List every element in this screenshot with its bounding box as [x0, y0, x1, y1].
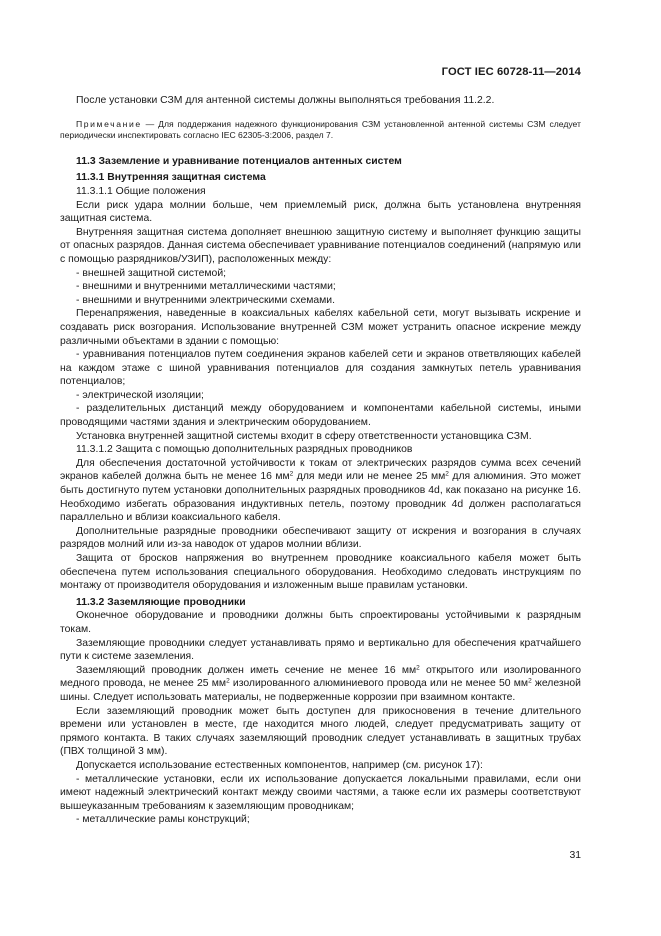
section-heading-11-3-1-1: 11.3.1.1 Общие положения	[76, 185, 206, 197]
note-text: — Для поддержания надежного функционирования СЗМ установленной антенной системы СЗМ следует периодически инспектировать согласно IEC 62305-3:2006, раздел 7.	[60, 118, 581, 141]
paragraph: Внутренняя защитная система дополняет внешнюю защитную систему и выполняет функцию защиты от опасных разрядов. Данная система обеспечивает уравнивание потенциалов соединений (напрямую или с помощью разрядников/УЗИП), расположенных между:	[60, 226, 581, 265]
text-run: изолированного алюминиевого провода или не менее 50 мм	[229, 678, 529, 690]
list-item: - внешней защитной системой;	[76, 267, 227, 279]
page-number: 31	[569, 850, 581, 861]
superscript: 2	[226, 677, 230, 685]
superscript: 2	[289, 470, 294, 478]
paragraph: Дополнительные разрядные проводники обеспечивают защиту от искрения и возгорания в случаях разрядов молний или из-за наводок от ударов молнии вблизи.	[60, 525, 581, 551]
paragraph: Перенапряжения, наведенные в коаксиальных кабелях кабельной сети, могут вызывать искрение и создавать риск возгорания. Использование внутренней СЗМ может устранить опасное искрение между различными объектами в здании с помощью:	[60, 308, 581, 347]
note-label: Примечание	[76, 118, 142, 129]
text-run: железной шины. Следует использовать материалы, не подверженные коррозии при взаимном контакте.	[60, 678, 581, 703]
paragraph-after-install: После установки СЗМ для антенной системы должны выполняться требования 11.2.2.	[76, 95, 495, 106]
text-run: для алюминия. Это может быть достигнуто путем установки дополнительных разрядных проводников 4d, как показано на рисунке 16. Необходимо избегать образования индуктивных петель, поэтому проводник 4d должен располагаться параллельно и вблизи коаксиального кабеля.	[60, 471, 581, 524]
section-heading-11-3: 11.3 Заземление и уравнивание потенциалов антенных систем	[76, 155, 402, 167]
list-item: - внешними и внутренними металлическими частями;	[76, 281, 336, 293]
superscript: 2	[416, 664, 420, 672]
section-heading-11-3-1-2: 11.3.1.2 Защита с помощью дополнительных разрядных проводников	[76, 444, 413, 456]
paragraph: Оконечное оборудование и проводники должны быть спроектированы устойчивыми к разрядным токам.	[60, 610, 581, 635]
list-item: - металлические рамы конструкций;	[76, 814, 250, 826]
paragraph-cable-sections	[60, 457, 581, 525]
text-run: Для обеспечения достаточной устойчивости к токам от электрических разрядов сумма всех сечений экранов кабелей должна быть не менее 16 мм	[60, 457, 581, 483]
paragraph: Допускается использование естественных компонентов, например (см. рисунок 17):	[76, 759, 483, 771]
list-item: - металлические установки, если их использование допускается локальными правилами, если они имеют надежный электрический контакт между своими частями, а также если их размеры соответствуют вышеуказанным требованиям к заземляющим проводникам;	[60, 773, 581, 812]
list-item: - внешними и внутренними электрическими схемами.	[76, 294, 335, 306]
paragraph: Заземляющие проводники следует устанавливать прямо и вертикально для обеспечения кратчайшего пути к системе заземления.	[60, 637, 581, 663]
text-run: для меди или не менее 25 мм	[293, 471, 446, 483]
superscript: 2	[445, 470, 449, 478]
section-heading-11-3-1: 11.3.1 Внутренняя защитная система	[76, 172, 266, 184]
paragraph: Установка внутренней защитной системы входит в сферу ответственности установщика СЗМ.	[76, 430, 532, 442]
section-heading-11-3-2: 11.3.2 Заземляющие проводники	[76, 596, 246, 608]
paragraph: Если риск удара молнии больше, чем приемлемый риск, должна быть установлена внутренняя защитная система.	[60, 199, 581, 225]
list-item: - уравнивания потенциалов путем соединения экранов кабелей сети и экранов ответвляющих кабелей на каждом этаже с шиной уравнивания потенциалов для создания замкнутых петель уравнивания потенциалов;	[60, 349, 581, 388]
page-content	[60, 94, 581, 827]
text-run: открытого или изолированного медного провода, не менее 25 мм	[60, 664, 582, 690]
paragraph: Если заземляющий проводник может быть доступен для прикосновения в течение длительного времени или установлен в месте, где находится много людей, следует предусматривать защиту от прямого контакта. В таких случаях заземляющий проводник следует устанавливать в защитных трубах (ПВХ толщиной 3 мм).	[60, 705, 581, 758]
paragraph-conductor-sections	[60, 664, 581, 705]
standard-header: ГОСТ IEC 60728-11—2014	[441, 66, 581, 78]
list-item: - электрической изоляции;	[76, 389, 204, 401]
superscript: 2	[528, 677, 532, 685]
paragraph: Защита от бросков напряжения во внутреннем проводнике коаксиального кабеля может быть обеспечена путем использования специального оборудования. Необходимо следовать инструкциям по монтажу от производителя оборудования и изложенным выше правилам установки.	[60, 553, 581, 592]
list-item: - разделительных дистанций между оборудованием и компонентами кабельной системы, иными проводящими частями здания и электрическим оборудованием.	[60, 403, 581, 429]
text-run: Заземляющий проводник должен иметь сечение не менее 16 мм	[76, 664, 417, 676]
note	[60, 119, 581, 142]
